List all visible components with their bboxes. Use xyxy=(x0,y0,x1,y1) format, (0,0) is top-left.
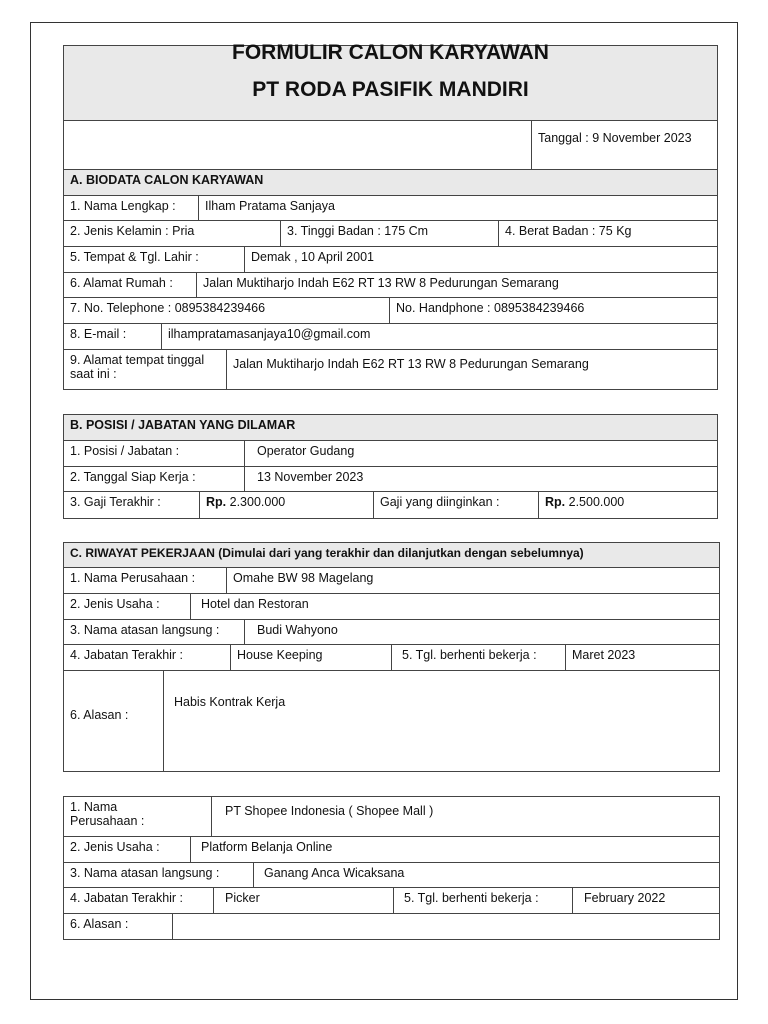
job2-atasan-value[interactable]: Ganang Anca Wicaksana xyxy=(253,862,720,888)
alamat-label: 6. Alamat Rumah : xyxy=(63,272,197,298)
ttl-value[interactable]: Demak , 10 April 2001 xyxy=(244,246,718,273)
job1-perusahaan-label: 1. Nama Perusahaan : xyxy=(63,567,227,594)
siap-kerja-label: 2. Tanggal Siap Kerja : xyxy=(63,466,245,492)
tinggal-value[interactable]: Jalan Muktiharjo Indah E62 RT 13 RW 8 Pedurungan Semarang xyxy=(226,349,718,390)
handphone-field[interactable]: No. Handphone : 0895384239466 xyxy=(389,297,718,324)
email-value[interactable]: ilhampratamasanjaya10@gmail.com xyxy=(161,323,718,350)
gaji-diinginkan-amount: 2.500.000 xyxy=(568,495,625,509)
gaji-terakhir-amount: 2.300.000 xyxy=(229,495,286,509)
job1-usaha-value[interactable]: Hotel dan Restoran xyxy=(190,593,720,620)
kelamin-field[interactable]: 2. Jenis Kelamin : Pria xyxy=(63,220,281,247)
job1-jabatan-label: 4. Jabatan Terakhir : xyxy=(63,644,231,671)
job2-perusahaan-label: 1. Nama Perusahaan : xyxy=(63,796,212,837)
header-blank xyxy=(63,120,532,170)
rp-prefix: Rp. xyxy=(206,495,227,509)
gaji-terakhir-label: 3. Gaji Terakhir : xyxy=(63,491,200,519)
job2-jabatan-label: 4. Jabatan Terakhir : xyxy=(63,887,214,914)
date-field: Tanggal : 9 November 2023 xyxy=(531,120,718,170)
job2-atasan-label: 3. Nama atasan langsung : xyxy=(63,862,254,888)
tinggi-field[interactable]: 3. Tinggi Badan : 175 Cm xyxy=(280,220,499,247)
nama-value[interactable]: Ilham Pratama Sanjaya xyxy=(198,195,718,221)
job1-alasan-label: 6. Alasan : xyxy=(63,670,164,772)
job2-perusahaan-value[interactable]: PT Shopee Indonesia ( Shopee Mall ) xyxy=(211,796,720,837)
job2-usaha-value[interactable]: Platform Belanja Online xyxy=(190,836,720,863)
job2-alasan-value[interactable] xyxy=(172,913,720,940)
job1-jabatan-value[interactable]: House Keeping xyxy=(230,644,392,671)
gaji-terakhir-value[interactable] xyxy=(199,491,374,519)
telephone-field[interactable]: 7. No. Telephone : 0895384239466 xyxy=(63,297,390,324)
gaji-diinginkan-label: Gaji yang diinginkan : xyxy=(373,491,539,519)
berat-field[interactable]: 4. Berat Badan : 75 Kg xyxy=(498,220,718,247)
job2-alasan-label: 6. Alasan : xyxy=(63,913,173,940)
job1-alasan-value[interactable]: Habis Kontrak Kerja xyxy=(163,670,720,772)
company-name: PT RODA PASIFIK MANDIRI xyxy=(252,78,529,101)
job2-berhenti-label: 5. Tgl. berhenti bekerja : xyxy=(393,887,573,914)
job2-jabatan-value[interactable]: Picker xyxy=(213,887,394,914)
jabatan-value[interactable]: Operator Gudang xyxy=(244,440,718,467)
section-a-heading: A. BIODATA CALON KARYAWAN xyxy=(63,169,718,196)
section-c-heading: C. RIWAYAT PEKERJAAN (Dimulai dari yang terakhir dan dilanjutkan dengan sebelumnya) xyxy=(63,542,720,568)
rp-prefix: Rp. xyxy=(545,495,566,509)
siap-kerja-value[interactable]: 13 November 2023 xyxy=(244,466,718,492)
email-label: 8. E-mail : xyxy=(63,323,162,350)
jabatan-label: 1. Posisi / Jabatan : xyxy=(63,440,245,467)
job2-berhenti-value[interactable]: February 2022 xyxy=(572,887,720,914)
alamat-value[interactable]: Jalan Muktiharjo Indah E62 RT 13 RW 8 Pedurungan Semarang xyxy=(196,272,718,298)
form-header xyxy=(63,41,718,121)
job1-berhenti-label: 5. Tgl. berhenti bekerja : xyxy=(391,644,566,671)
job1-atasan-value[interactable]: Budi Wahyono xyxy=(244,619,720,645)
job1-berhenti-value[interactable]: Maret 2023 xyxy=(565,644,720,671)
ttl-label: 5. Tempat & Tgl. Lahir : xyxy=(63,246,245,273)
job2-usaha-label: 2. Jenis Usaha : xyxy=(63,836,191,863)
job1-usaha-label: 2. Jenis Usaha : xyxy=(63,593,191,620)
job1-atasan-label: 3. Nama atasan langsung : xyxy=(63,619,245,645)
job1-perusahaan-value[interactable]: Omahe BW 98 Magelang xyxy=(226,567,720,594)
form-title: FORMULIR CALON KARYAWAN xyxy=(232,41,549,64)
gaji-diinginkan-value[interactable] xyxy=(538,491,718,519)
nama-label: 1. Nama Lengkap : xyxy=(63,195,199,221)
tinggal-label: 9. Alamat tempat tinggal saat ini : xyxy=(63,349,227,390)
section-b-heading: B. POSISI / JABATAN YANG DILAMAR xyxy=(63,414,718,441)
